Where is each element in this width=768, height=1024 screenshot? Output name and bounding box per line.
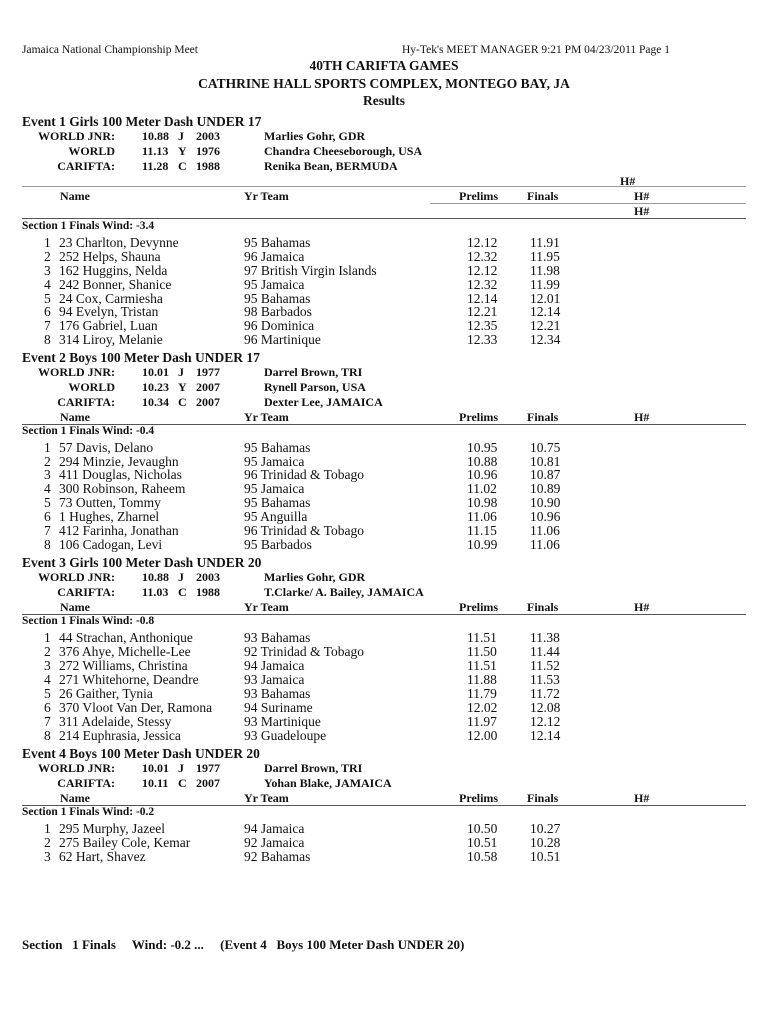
record-holder: Chandra Cheeseborough, USA <box>264 144 423 158</box>
athlete-name: 26 Gaither, Tynia <box>59 686 153 701</box>
table-row <box>0 304 768 318</box>
record-code: J <box>178 129 184 143</box>
table-row <box>0 728 768 742</box>
record-label: CARIFTA: <box>57 159 115 173</box>
place: 3 <box>44 263 51 278</box>
prelims-time: 12.21 <box>467 304 498 319</box>
prelims-column-header: Prelims <box>459 791 499 805</box>
record-holder: Darrel Brown, TRI <box>264 365 363 379</box>
yr-team-column-header: Yr Team <box>244 600 289 614</box>
finals-time: 11.91 <box>530 235 560 250</box>
prelims-time: 12.00 <box>467 728 498 743</box>
prelims-time: 11.06 <box>467 509 497 524</box>
place: 7 <box>44 714 51 729</box>
finals-time: 10.51 <box>530 849 561 864</box>
prelims-column-header: Prelims <box>459 410 499 424</box>
yr-team-column-header: Yr Team <box>244 189 289 203</box>
place: 1 <box>44 235 51 250</box>
table-row <box>0 672 768 686</box>
prelims-time: 11.02 <box>467 481 497 496</box>
finals-time: 11.98 <box>530 263 560 278</box>
table-row <box>0 440 768 454</box>
place: 5 <box>44 291 51 306</box>
record-holder: Marlies Gohr, GDR <box>264 570 366 584</box>
record-label: WORLD <box>68 380 115 394</box>
record-year: 2003 <box>196 129 220 143</box>
finals-time: 10.96 <box>530 509 561 524</box>
place: 4 <box>44 672 51 687</box>
athlete-name: 275 Bailey Cole, Kemar <box>59 835 191 850</box>
athlete-name: 242 Bonner, Shanice <box>59 277 172 292</box>
yr-team: 95 Bahamas <box>244 235 311 250</box>
athlete-name: 44 Strachan, Anthonique <box>59 630 193 645</box>
athlete-name: 94 Evelyn, Tristan <box>59 304 159 319</box>
place: 2 <box>44 454 51 469</box>
table-row <box>0 700 768 714</box>
finals-time: 12.14 <box>530 304 561 319</box>
prelims-time: 10.96 <box>467 467 498 482</box>
prelims-time: 10.50 <box>467 821 498 836</box>
record-year: 1988 <box>196 159 220 173</box>
finals-time: 11.06 <box>530 537 560 552</box>
yr-team: 93 Bahamas <box>244 686 311 701</box>
event-title: Event 4 Boys 100 Meter Dash UNDER 20 <box>22 746 260 761</box>
yr-team: 94 Jamaica <box>244 821 305 836</box>
record-holder: T.Clarke/ A. Bailey, JAMAICA <box>264 585 424 599</box>
record-label: WORLD JNR: <box>38 761 115 775</box>
place: 8 <box>44 728 51 743</box>
athlete-name: 314 Liroy, Melanie <box>59 332 163 347</box>
athlete-name: 176 Gabriel, Luan <box>59 318 158 333</box>
yr-team: 95 Bahamas <box>244 291 311 306</box>
record-holder: Darrel Brown, TRI <box>264 761 363 775</box>
athlete-name: 272 Williams, Christina <box>59 658 188 673</box>
place: 4 <box>44 481 51 496</box>
athlete-name: 370 Vloot Van Der, Ramona <box>59 700 213 715</box>
finals-time: 11.44 <box>530 644 560 659</box>
place: 8 <box>44 332 51 347</box>
record-year: 1976 <box>196 144 220 158</box>
place: 4 <box>44 277 51 292</box>
place: 6 <box>44 700 51 715</box>
record-value: 10.01 <box>142 365 169 379</box>
yr-team: 93 Jamaica <box>244 672 305 687</box>
athlete-name: 252 Helps, Shauna <box>59 249 161 264</box>
event-title: Event 1 Girls 100 Meter Dash UNDER 17 <box>22 114 262 129</box>
table-row <box>0 332 768 346</box>
record-label: CARIFTA: <box>57 585 115 599</box>
record-code: C <box>178 159 187 173</box>
yr-team: 97 British Virgin Islands <box>244 263 377 278</box>
event-title: Event 3 Girls 100 Meter Dash UNDER 20 <box>22 555 262 570</box>
record-label: CARIFTA: <box>57 776 115 790</box>
finals-column-header: Finals <box>527 791 559 805</box>
record-year: 2007 <box>196 380 220 394</box>
finals-time: 10.27 <box>530 821 561 836</box>
place: 3 <box>44 467 51 482</box>
yr-team: 95 Jamaica <box>244 277 305 292</box>
record-value: 10.23 <box>142 380 169 394</box>
record-value: 10.88 <box>142 570 169 584</box>
finals-time: 12.01 <box>530 291 561 306</box>
place: 3 <box>44 658 51 673</box>
prelims-time: 10.98 <box>467 495 498 510</box>
place: 3 <box>44 849 51 864</box>
record-code: J <box>178 365 184 379</box>
athlete-name: 1 Hughes, Zharnel <box>59 509 160 524</box>
yr-team-column-header: Yr Team <box>244 791 289 805</box>
finals-column-header: Finals <box>527 410 559 424</box>
athlete-name: 300 Robinson, Raheem <box>59 481 186 496</box>
h-column-header: H# <box>634 791 650 805</box>
finals-time: 11.99 <box>530 277 560 292</box>
prelims-time: 12.14 <box>467 291 498 306</box>
event-title: Event 2 Boys 100 Meter Dash UNDER 17 <box>22 350 260 365</box>
record-year: 2003 <box>196 570 220 584</box>
yr-team: 95 Jamaica <box>244 454 305 469</box>
yr-team: 98 Barbados <box>244 304 312 319</box>
place: 6 <box>44 304 51 319</box>
prelims-time: 12.02 <box>467 700 498 715</box>
table-row <box>0 821 768 835</box>
finals-time: 10.90 <box>530 495 561 510</box>
prelims-time: 10.95 <box>467 440 498 455</box>
finals-time: 11.53 <box>530 672 560 687</box>
record-label: WORLD JNR: <box>38 129 115 143</box>
table-row <box>0 630 768 644</box>
finals-column-header: Finals <box>527 600 559 614</box>
table-row <box>0 481 768 495</box>
yr-team: 95 Barbados <box>244 537 312 552</box>
table-row <box>0 523 768 537</box>
finals-time: 10.87 <box>530 467 561 482</box>
record-label: WORLD <box>68 144 115 158</box>
finals-time: 11.06 <box>530 523 560 538</box>
prelims-time: 11.88 <box>467 672 497 687</box>
yr-team: 93 Guadeloupe <box>244 728 327 743</box>
table-row <box>0 277 768 291</box>
table-row <box>0 263 768 277</box>
h-column-header: H# <box>634 189 650 203</box>
finals-time: 11.72 <box>530 686 560 701</box>
yr-team: 94 Suriname <box>244 700 313 715</box>
place: 6 <box>44 509 51 524</box>
athlete-name: 294 Minzie, Jevaughn <box>59 454 179 469</box>
athlete-name: 411 Douglas, Nicholas <box>59 467 182 482</box>
prelims-time: 11.51 <box>467 630 497 645</box>
record-code: C <box>178 585 187 599</box>
prelims-time: 12.35 <box>467 318 498 333</box>
divider <box>22 186 746 187</box>
record-value: 10.34 <box>142 395 169 409</box>
athlete-name: 311 Adelaide, Stessy <box>59 714 172 729</box>
table-row <box>0 686 768 700</box>
name-column-header: Name <box>60 791 90 805</box>
finals-time: 10.28 <box>530 835 561 850</box>
record-value: 10.11 <box>142 776 169 790</box>
results-heading: Results <box>362 93 405 108</box>
prelims-time: 12.12 <box>467 235 498 250</box>
record-label: WORLD JNR: <box>38 570 115 584</box>
record-value: 11.13 <box>142 144 169 158</box>
prelims-time: 12.33 <box>467 332 498 347</box>
athlete-name: 271 Whitehorne, Deandre <box>59 672 199 687</box>
section-label: Section 1 Finals Wind: -0.8 <box>22 615 155 627</box>
meet-name: Jamaica National Championship Meet <box>22 44 198 56</box>
finals-time: 11.52 <box>530 658 560 673</box>
h-column-header: H# <box>634 204 650 218</box>
table-row <box>0 249 768 263</box>
section-label: Section 1 Finals Wind: -0.4 <box>22 425 155 437</box>
table-row <box>0 291 768 305</box>
h-column-header: H# <box>634 600 650 614</box>
place: 8 <box>44 537 51 552</box>
prelims-column-header: Prelims <box>459 189 499 203</box>
record-code: Y <box>178 144 187 158</box>
record-year: 2007 <box>196 776 220 790</box>
table-row <box>0 835 768 849</box>
record-value: 10.01 <box>142 761 169 775</box>
yr-team: 93 Bahamas <box>244 630 311 645</box>
prelims-time: 12.32 <box>467 249 498 264</box>
record-holder: Renika Bean, BERMUDA <box>264 159 398 173</box>
table-row <box>0 467 768 481</box>
page-title: 40TH CARIFTA GAMES <box>309 58 459 73</box>
finals-time: 12.34 <box>530 332 561 347</box>
record-year: 1977 <box>196 761 220 775</box>
record-value: 11.03 <box>142 585 169 599</box>
athlete-name: 73 Outten, Tommy <box>59 495 161 510</box>
finals-time: 12.08 <box>530 700 561 715</box>
table-row <box>0 495 768 509</box>
software-stamp: Hy-Tek's MEET MANAGER 9:21 PM 04/23/2011 Page 1 <box>402 44 670 56</box>
table-row <box>0 454 768 468</box>
place: 5 <box>44 686 51 701</box>
table-row <box>0 658 768 672</box>
record-label: CARIFTA: <box>57 395 115 409</box>
divider <box>22 218 746 219</box>
h-column-header: H# <box>634 410 650 424</box>
record-value: 10.88 <box>142 129 169 143</box>
place: 1 <box>44 630 51 645</box>
yr-team-column-header: Yr Team <box>244 410 289 424</box>
section-label: Section 1 Finals Wind: -3.4 <box>22 220 155 232</box>
yr-team: 95 Bahamas <box>244 440 311 455</box>
prelims-time: 11.79 <box>467 686 497 701</box>
record-year: 2007 <box>196 395 220 409</box>
prelims-time: 10.51 <box>467 835 498 850</box>
athlete-name: 106 Cadogan, Levi <box>59 537 163 552</box>
record-code: Y <box>178 380 187 394</box>
place: 1 <box>44 821 51 836</box>
prelims-time: 12.32 <box>467 277 498 292</box>
prelims-time: 10.88 <box>467 454 498 469</box>
finals-time: 10.75 <box>530 440 561 455</box>
yr-team: 92 Bahamas <box>244 849 311 864</box>
place: 7 <box>44 318 51 333</box>
prelims-time: 11.51 <box>467 658 497 673</box>
prelims-time: 12.12 <box>467 263 498 278</box>
yr-team: 96 Trinidad & Tobago <box>244 467 364 482</box>
record-holder: Yohan Blake, JAMAICA <box>264 776 392 790</box>
athlete-name: 214 Euphrasia, Jessica <box>59 728 181 743</box>
yr-team: 92 Jamaica <box>244 835 305 850</box>
athlete-name: 162 Huggins, Nelda <box>59 263 168 278</box>
record-holder: Marlies Gohr, GDR <box>264 129 366 143</box>
divider <box>430 203 746 204</box>
table-row <box>0 235 768 249</box>
name-column-header: Name <box>60 410 90 424</box>
yr-team: 96 Jamaica <box>244 249 305 264</box>
place: 2 <box>44 835 51 850</box>
record-holder: Dexter Lee, JAMAICA <box>264 395 383 409</box>
yr-team: 95 Anguilla <box>244 509 308 524</box>
record-value: 11.28 <box>142 159 169 173</box>
finals-time: 11.38 <box>530 630 560 645</box>
athlete-name: 57 Davis, Delano <box>59 440 154 455</box>
finals-time: 12.12 <box>530 714 561 729</box>
record-holder: Rynell Parson, USA <box>264 380 366 394</box>
place: 2 <box>44 249 51 264</box>
finals-time: 12.14 <box>530 728 561 743</box>
athlete-name: 62 Hart, Shavez <box>59 849 146 864</box>
section-label: Section 1 Finals Wind: -0.2 <box>22 806 155 818</box>
h-column-header: H# <box>620 174 636 188</box>
yr-team: 96 Martinique <box>244 332 321 347</box>
place: 1 <box>44 440 51 455</box>
finals-time: 10.89 <box>530 481 561 496</box>
table-row <box>0 644 768 658</box>
record-code: C <box>178 776 187 790</box>
prelims-column-header: Prelims <box>459 600 499 614</box>
prelims-time: 11.50 <box>467 644 497 659</box>
record-year: 1988 <box>196 585 220 599</box>
athlete-name: 295 Murphy, Jazeel <box>59 821 165 836</box>
venue-title: CATHRINE HALL SPORTS COMPLEX, MONTEGO BAY, JA <box>198 76 570 91</box>
prelims-time: 10.58 <box>467 849 498 864</box>
record-code: J <box>178 761 184 775</box>
table-row <box>0 318 768 332</box>
place: 2 <box>44 644 51 659</box>
yr-team: 95 Jamaica <box>244 481 305 496</box>
athlete-name: 24 Cox, Carmiesha <box>59 291 163 306</box>
table-row <box>0 537 768 551</box>
finals-column-header: Finals <box>527 189 559 203</box>
finals-time: 10.81 <box>530 454 561 469</box>
record-year: 1977 <box>196 365 220 379</box>
table-row <box>0 714 768 728</box>
athlete-name: 23 Charlton, Devynne <box>59 235 179 250</box>
yr-team: 94 Jamaica <box>244 658 305 673</box>
yr-team: 95 Bahamas <box>244 495 311 510</box>
record-code: C <box>178 395 187 409</box>
prelims-time: 10.99 <box>467 537 498 552</box>
table-row <box>0 849 768 863</box>
yr-team: 93 Martinique <box>244 714 321 729</box>
record-label: WORLD JNR: <box>38 365 115 379</box>
place: 7 <box>44 523 51 538</box>
name-column-header: Name <box>60 600 90 614</box>
athlete-name: 412 Farinha, Jonathan <box>59 523 179 538</box>
name-column-header: Name <box>60 189 90 203</box>
record-code: J <box>178 570 184 584</box>
place: 5 <box>44 495 51 510</box>
prelims-time: 11.15 <box>467 523 497 538</box>
yr-team: 96 Dominica <box>244 318 315 333</box>
yr-team: 92 Trinidad & Tobago <box>244 644 364 659</box>
yr-team: 96 Trinidad & Tobago <box>244 523 364 538</box>
prelims-time: 11.97 <box>467 714 497 729</box>
continuation-footer: Section 1 Finals Wind: -0.2 ... (Event 4 Boys 100 Meter Dash UNDER 20) <box>22 937 465 952</box>
table-row <box>0 509 768 523</box>
finals-time: 12.21 <box>530 318 561 333</box>
finals-time: 11.95 <box>530 249 560 264</box>
athlete-name: 376 Ahye, Michelle-Lee <box>59 644 191 659</box>
